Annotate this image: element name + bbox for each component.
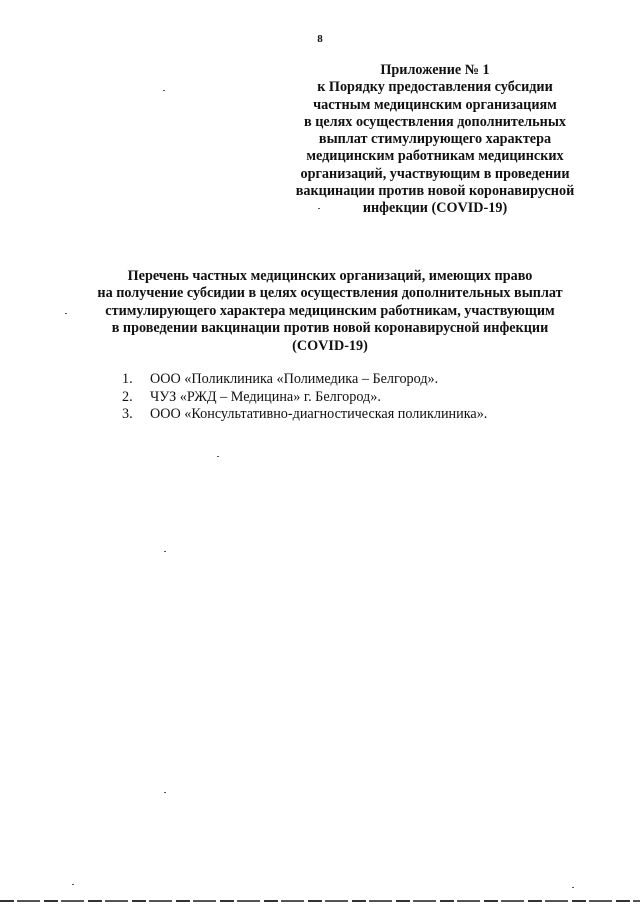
page-number: 8 [317, 33, 323, 45]
appendix-line: в целях осуществления дополнительных [303, 113, 566, 130]
appendix-line: организаций, участвующим в проведении [300, 165, 570, 182]
list-item [122, 406, 487, 424]
scan-speck [318, 208, 320, 209]
appendix-header [280, 62, 590, 218]
list-title [0, 268, 640, 355]
list-title-line: в проведении вакцинации против новой коронавирусной инфекции [111, 320, 549, 337]
list-item [122, 371, 487, 389]
scan-speck [72, 884, 74, 885]
scan-speck [572, 887, 574, 888]
scan-speck [65, 313, 67, 314]
scan-speck [164, 792, 166, 793]
scan-speck [217, 456, 219, 457]
appendix-line: медицинским работникам медицинских [306, 148, 564, 165]
list-item-name: ООО «Поликлиника «Полимедика – Белгород». [150, 371, 439, 387]
list-item-name: ЧУЗ «РЖД – Медицина» г. Белгород». [150, 388, 381, 405]
scan-footer-line [0, 900, 640, 902]
scan-speck [163, 90, 165, 91]
list-title-line: стимулирующего характера медицинским работникам, участвующим [105, 302, 555, 319]
list-item-number: 1. [122, 371, 133, 387]
appendix-line: вакцинации против новой коронавирусной [295, 183, 575, 200]
list-item-name: ООО «Консультативно-диагностическая поликлиника». [150, 406, 488, 423]
scan-speck [164, 551, 166, 552]
list-title-line: (COVID-19) [292, 337, 368, 354]
appendix-line: к Порядку предоставления субсидии [317, 79, 553, 96]
appendix-line: частным медицинским организациям [313, 96, 557, 113]
list-item-number: 3. [122, 406, 133, 423]
list-title-line: Перечень частных медицинских организаций, имеющих право [127, 268, 533, 284]
list-item [122, 389, 487, 407]
list-title-line: на получение субсидии в целях осуществления дополнительных выплат [97, 285, 563, 302]
organization-list [122, 371, 487, 424]
list-item-number: 2. [122, 388, 133, 405]
appendix-line: Приложение № 1 [380, 62, 490, 78]
appendix-line: выплат стимулирующего характера [318, 131, 552, 148]
appendix-line: инфекции (COVID-19) [362, 200, 508, 217]
